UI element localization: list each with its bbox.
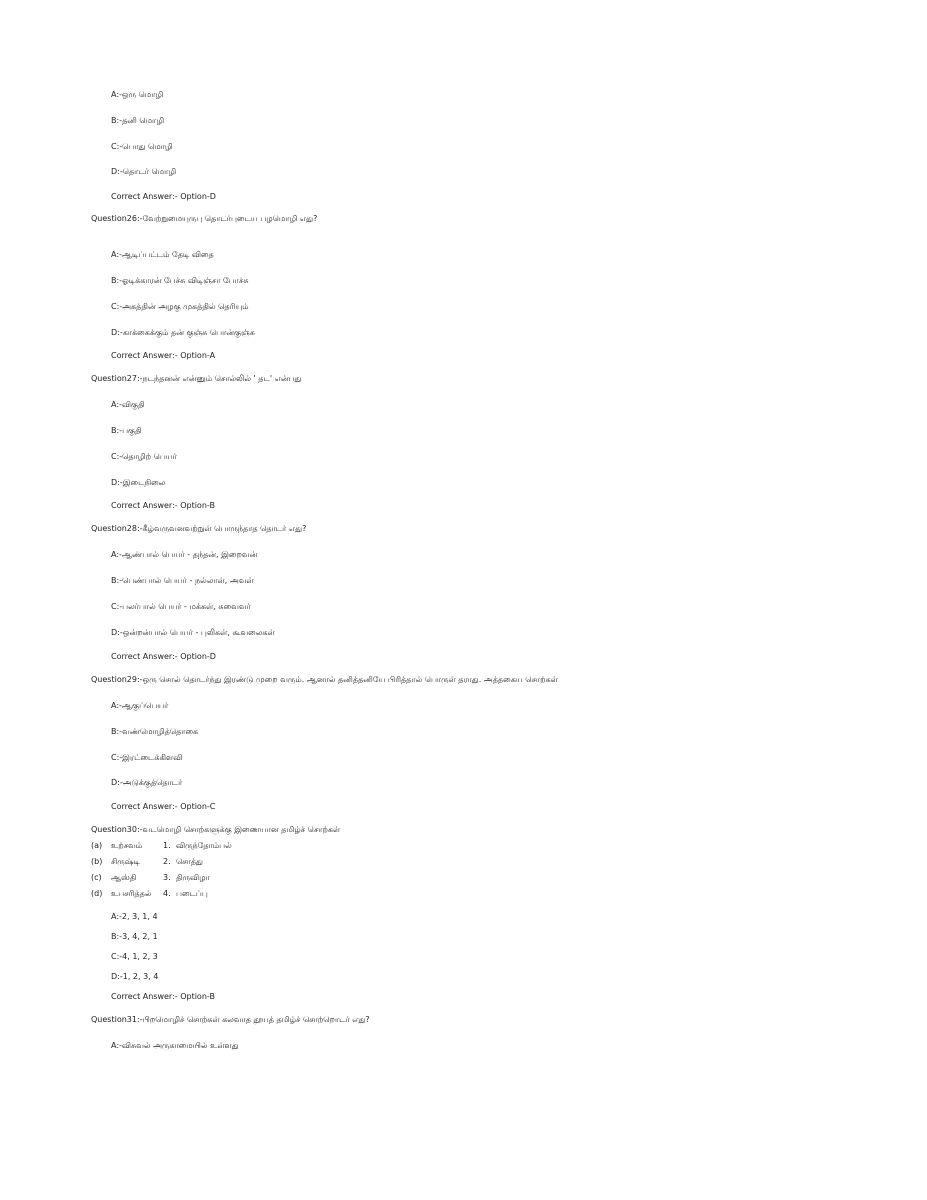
q31-question: Question31:-பிறமொழிச் சொற்கள் கலவாத தூயத் தமிழ்ச் சொற்றொடர் எது? <box>91 1015 370 1024</box>
q28-option-d: D:-ஒன்றன்பால் பெயர் - புலிகள், கூவலைகள் <box>111 628 275 637</box>
q29-question: Question29:-ஒரு சொல் தொடர்ந்து இரண்டு முறை வரும். ஆனால் தனித்தனியே பிரித்தால் பொருள் தராது. அத்தகைய சொற்கள் <box>91 675 558 684</box>
q28-option-b: B:-பெண்பால் பெயர் - நல்லாள், அவள் <box>111 576 254 585</box>
q28-option-a: A:-ஆண்பால் பெயர் - தந்தன், இறைவன் <box>111 550 258 559</box>
q30-option-a: A:-2, 3, 1, 4 <box>111 912 158 921</box>
q25-option-c: C:-பொது மொழி <box>111 142 173 151</box>
q27-correct-answer: Correct Answer:- Option-B <box>111 501 215 510</box>
match-left-term: சிருஷ்டி <box>111 857 140 866</box>
q30-option-c: C:-4, 1, 2, 3 <box>111 952 158 961</box>
q26-option-d: D:-காக்கைக்கும் தன் குஞ்சு பொன்குஞ்சு <box>111 328 255 337</box>
match-left-term: உற்சவம் <box>111 841 143 850</box>
match-right-term: சொத்து <box>176 857 203 866</box>
match-right-term: படைப்பு <box>176 889 208 898</box>
q30-option-d: D:-1, 2, 3, 4 <box>111 972 159 981</box>
q25-option-a: A:-ஒரு மொழி <box>111 90 164 99</box>
match-right-term: விருந்தோம்பல் <box>176 841 232 850</box>
q29-option-d: D:-அடுக்குத்தொடர் <box>111 778 183 787</box>
q27-option-c: C:-தொழிற் பெயர் <box>111 452 177 461</box>
q30-correct-answer: Correct Answer:- Option-B <box>111 992 215 1001</box>
q26-question: Question26:-வேற்றுமையுருபு தொடர்புடைய பழமொழி எது? <box>91 214 318 223</box>
q26-option-c: C:-அகத்தின் அழகு முகத்தில் தெரியும் <box>111 302 249 311</box>
q27-option-d: D:-இடைநிலை <box>111 478 166 487</box>
q25-option-d: D:-தொடர் மொழி <box>111 167 177 176</box>
match-number: 2. <box>163 857 171 866</box>
match-mark: (a) <box>91 841 103 850</box>
q29-option-c: C:-இரட்டைக்கிளவி <box>111 753 183 762</box>
q27-option-a: A:-விகுதி <box>111 400 145 409</box>
q29-option-a: A:-ஆகுப்பெயர் <box>111 701 169 710</box>
q26-correct-answer: Correct Answer:- Option-A <box>111 351 216 360</box>
q31-option-a: A:-விசுவல் அருகாமையில் உள்ளது <box>111 1041 239 1050</box>
q28-option-c: C:-பலர்பால் பெயர் - மக்கள், சுவைவர் <box>111 602 251 611</box>
q28-question: Question28:-கீழ்வருவனவற்றுள் பொருந்தாத தொடர் எது? <box>91 524 307 533</box>
match-mark: (d) <box>91 889 103 898</box>
match-left-term: ஆஸ்தி <box>111 873 137 882</box>
match-number: 3. <box>163 873 171 882</box>
q26-option-b: B:-ஓடிக்காரன் பேச்சு விடிஞ்சா போச்சு <box>111 276 249 285</box>
q29-correct-answer: Correct Answer:- Option-C <box>111 802 216 811</box>
q30-option-b: B:-3, 4, 2, 1 <box>111 932 158 941</box>
match-mark: (b) <box>91 857 103 866</box>
match-right-term: திருவிழா <box>176 873 210 882</box>
match-left-term: உபசரித்தல் <box>111 889 152 898</box>
q26-option-a: A:-ஆடிப்பட்டம் தேடி விதை <box>111 250 214 259</box>
q29-option-b: B:-வண்மொழித்தொகை <box>111 727 199 736</box>
q25-option-b: B:-தனி மொழி <box>111 116 165 125</box>
q25-correct-answer: Correct Answer:- Option-D <box>111 192 216 201</box>
q30-question: Question30:-வடமொழி சொற்களுக்கு இணையான தமிழ்ச் சொற்கள் <box>91 825 341 834</box>
q27-question: Question27:-நடந்தனன் என்னும் சொல்லில் ' தட' என்பது <box>91 374 302 383</box>
match-number: 4. <box>163 889 171 898</box>
match-mark: (c) <box>91 873 102 882</box>
match-number: 1. <box>163 841 171 850</box>
q28-correct-answer: Correct Answer:- Option-D <box>111 652 216 661</box>
q27-option-b: B:-பகுதி <box>111 426 142 435</box>
